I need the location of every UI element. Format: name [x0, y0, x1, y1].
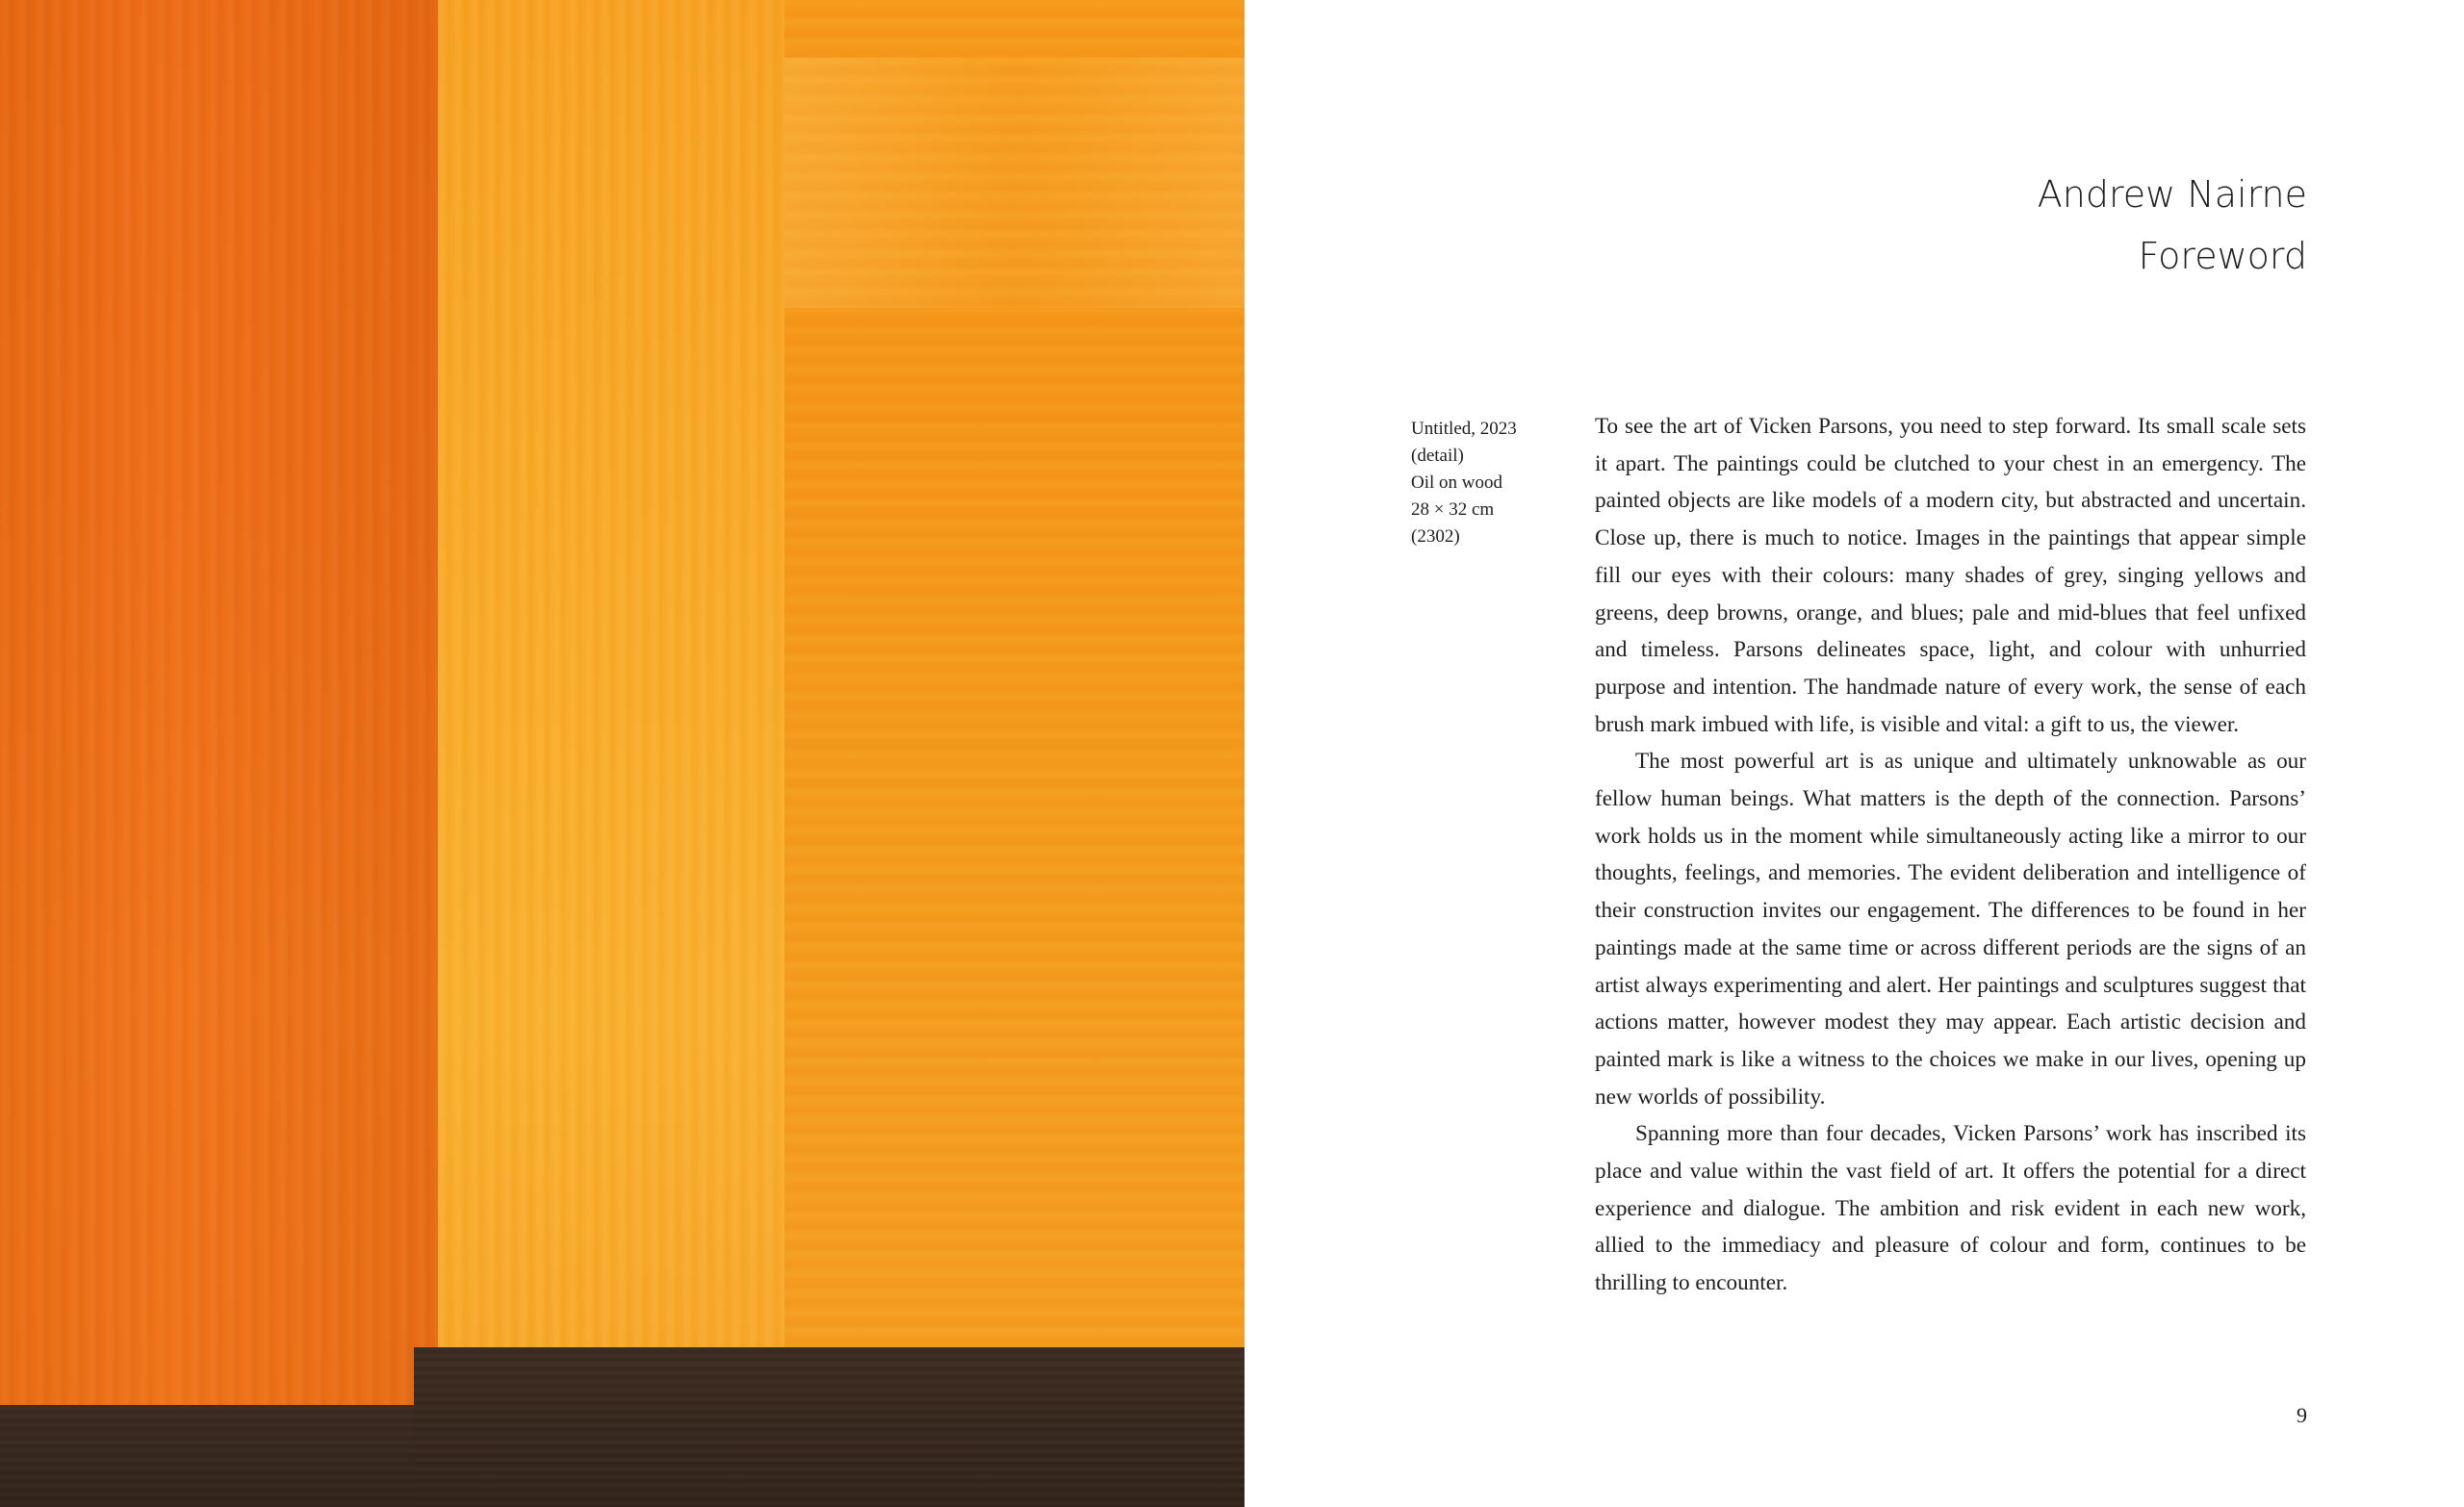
- caption-line: 28 × 32 cm: [1411, 499, 1495, 520]
- page-number: 9: [2297, 1403, 2307, 1427]
- caption-line: Oil on wood: [1411, 473, 1502, 493]
- body-text: [1595, 408, 2306, 1302]
- caption-line: (2302): [1411, 526, 1460, 547]
- caption-line: (detail): [1411, 446, 1464, 466]
- painting-orange-block: [0, 0, 438, 1415]
- body-paragraph: Spanning more than four decades, Vicken Parsons’ work has inscribed its place and value within the vast field of art. It offers the potential for a direct experience and dialogue. The ambition and risk evident in each new work, allied to the immediacy and pleasure of colour and form, continues to be thrilling to encounter.: [1595, 1121, 2306, 1296]
- author-name: Andrew Nairne: [2037, 173, 2307, 216]
- artwork-caption: [1411, 416, 1575, 550]
- body-paragraph: To see the art of Vicken Parsons, you need to step forward. Its small scale sets it apart. The paintings could be clutched to your chest in an emergency. The painted objects are like models of a modern city, but abstracted and uncertain. Close up, there is much to notice. Images in the paintings that appear simple fill our eyes with their colours: many shades of grey, singing yellows and greens, deep browns, orange, and blues; pale and mid-blues that feel unfixed and timeless. Parsons delineates space, light, and colour with unhurried purpose and intention. The handmade nature of every work, the sense of each brush mark imbued with life, is visible and vital: a gift to us, the viewer.: [1595, 414, 2306, 737]
- painting-yellow-block: [438, 0, 784, 1357]
- painting-amber-block: [784, 0, 1245, 1357]
- text-page: [1245, 0, 2464, 1507]
- painting-dark-band-left: [0, 1405, 443, 1507]
- caption-line: Untitled, 2023: [1411, 419, 1517, 439]
- section-title: Foreword: [2138, 235, 2307, 277]
- body-paragraph: The most powerful art is as unique and ultimately unknowable as our fellow human beings. What matters is the depth of the connection. Parsons’ work holds us in the moment while simultaneously acting like a mirror to our thoughts, feelings, and memories. The evident deliberation and intelligence of their construction invites our engagement. The differences to be found in her paintings made at the same time or across different periods are the signs of an artist always experimenting and alert. Her paintings and sculptures suggest that actions matter, however modest they may appear. Each artistic decision and painted mark is like a witness to the choices we make in our lives, opening up new worlds of possibility.: [1595, 749, 2306, 1110]
- painting-dark-band: [414, 1347, 1245, 1507]
